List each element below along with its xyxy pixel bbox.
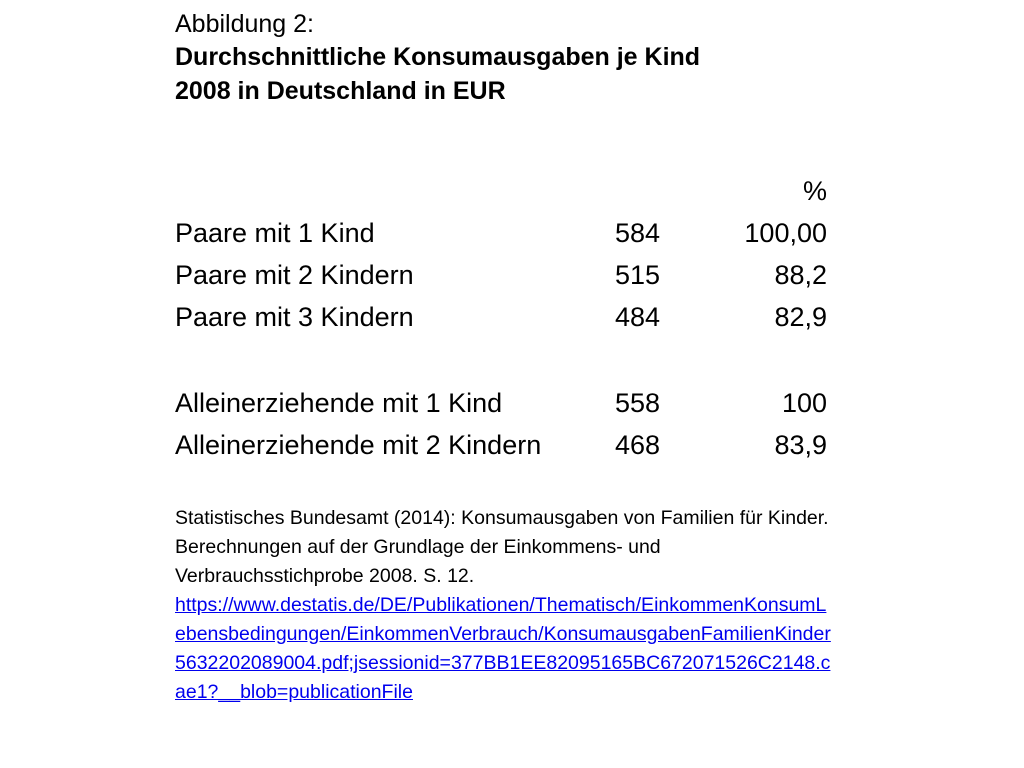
- source-citation: [175, 504, 835, 707]
- table-header-row: [175, 170, 827, 212]
- table-row: [175, 254, 827, 296]
- row-label: Alleinerziehende mit 1 Kind: [175, 388, 503, 418]
- table-row: [175, 424, 827, 466]
- table-spacer-row: [175, 338, 827, 382]
- row-label: Paare mit 1 Kind: [175, 218, 375, 248]
- table-row: [175, 296, 827, 338]
- figure-label: Abbildung 2:: [175, 10, 315, 38]
- row-amount: 515: [615, 260, 661, 290]
- table-row: [175, 212, 827, 254]
- row-percent: 88,2: [774, 260, 827, 290]
- source-text: Statistisches Bundesamt (2014): Konsumausgaben von Familien für Kinder. Berechnungen auf der Grundlage der Einkommens- und Verbrauchsstichprobe 2008. S. 12.: [175, 507, 829, 587]
- expenditure-table: [175, 170, 827, 466]
- row-percent: 100: [781, 388, 827, 418]
- source-url-link[interactable]: https://www.destatis.de/DE/Publikationen/Thematisch/EinkommenKonsumLebensbedingungen/EinkommenVerbrauch/KonsumausgabenFamilienKinder5632202089004.pdf;jsessionid=377BB1EE82095165BC672071526C2148.cae1?__blob=publicationFile: [175, 594, 831, 703]
- figure-title-line-1: Durchschnittliche Konsumausgaben je Kind: [175, 43, 701, 71]
- row-percent: 82,9: [774, 302, 827, 332]
- table-row: [175, 382, 827, 424]
- row-amount: 558: [615, 388, 661, 418]
- row-percent: 83,9: [774, 430, 827, 460]
- percent-header: %: [802, 176, 827, 206]
- row-percent: 100,00: [744, 218, 827, 248]
- figure-title-line-2: 2008 in Deutschland in EUR: [175, 77, 506, 105]
- row-amount: 484: [615, 302, 661, 332]
- row-amount: 468: [615, 430, 661, 460]
- row-amount: 584: [615, 218, 661, 248]
- row-label: Paare mit 2 Kindern: [175, 260, 414, 290]
- row-label: Paare mit 3 Kindern: [175, 302, 414, 332]
- row-label: Alleinerziehende mit 2 Kindern: [175, 430, 542, 460]
- slide-content: [175, 8, 835, 703]
